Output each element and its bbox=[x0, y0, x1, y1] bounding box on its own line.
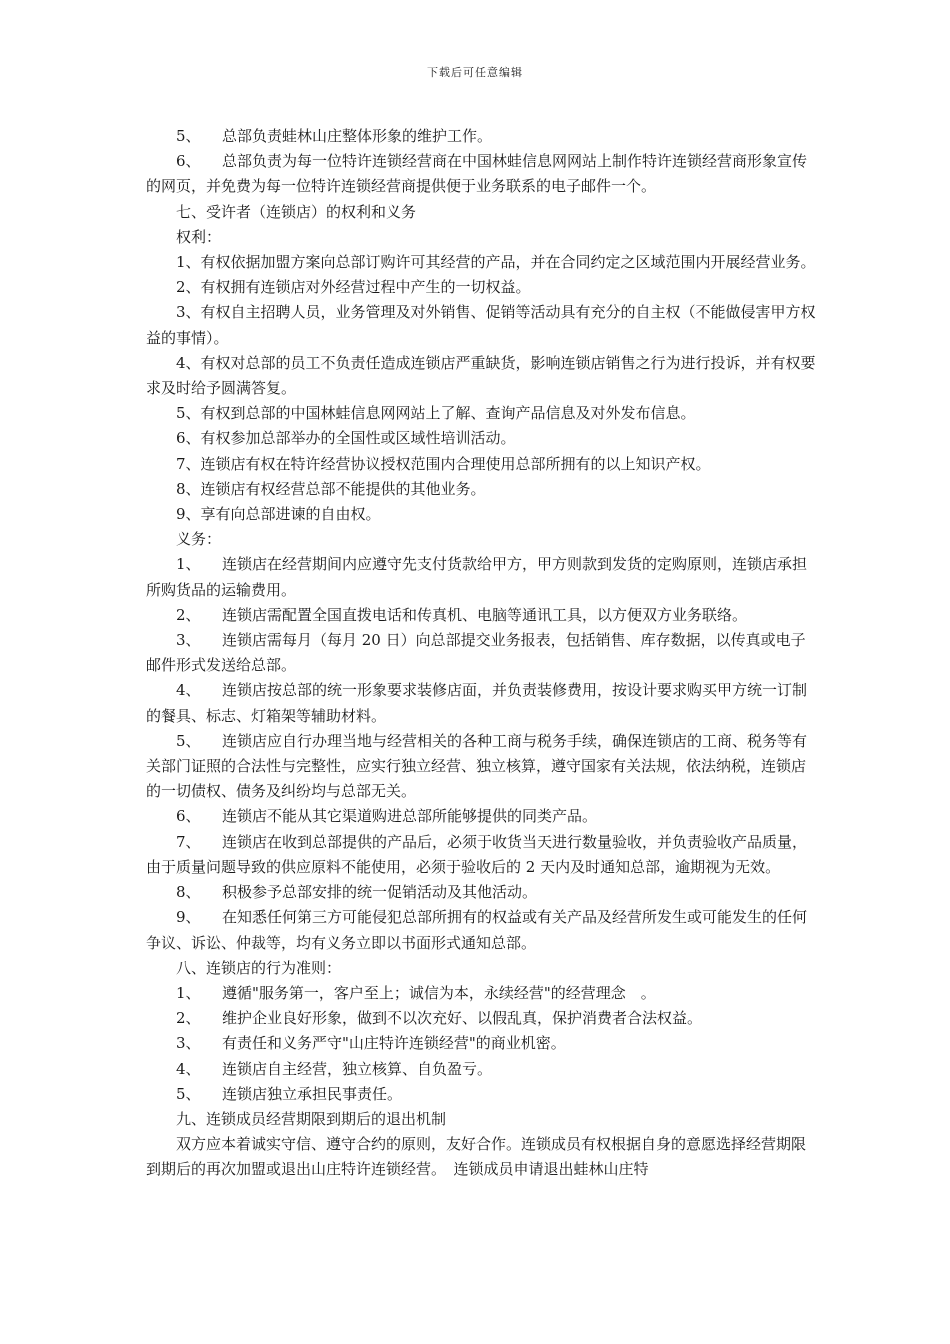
section-heading: 七、受许者（连锁店）的权利和义务 bbox=[176, 202, 417, 221]
paragraph: 8、连锁店有权经营总部不能提供的其他业务。 bbox=[176, 479, 486, 498]
paragraph: 1、 连锁店在经营期间内应遵守先支付货款给甲方，甲方则款到发货的定购原则，连锁店承担所购货品的运输费用。 bbox=[146, 555, 808, 599]
paragraph: 3、 连锁店需每月（每月 20 日）向总部提交业务报表，包括销售、库存数据，以传真或电子邮件形式发送给总部。 bbox=[146, 631, 806, 675]
paragraph: 2、 连锁店需配置全国直拨电话和传真机、电脑等通讯工具，以方便双方业务联络。 bbox=[176, 605, 748, 624]
paragraph: 2、有权拥有连锁店对外经营过程中产生的一切权益。 bbox=[176, 278, 531, 297]
paragraph: 1、 遵循"服务第一，客户至上；诚信为本，永续经营"的经营理念 。 bbox=[176, 983, 656, 1002]
page-header: 下载后可任意编辑 bbox=[427, 66, 523, 79]
paragraph: 9、 在知悉任何第三方可能侵犯总部所拥有的权益或有关产品及经营所发生或可能发生的任何争议、诉讼、仲裁等，均有义务立即以书面形式通知总部。 bbox=[146, 908, 808, 952]
paragraph: 5、 连锁店独立承担民事责任。 bbox=[176, 1084, 403, 1103]
paragraph: 7、 连锁店在收到总部提供的产品后，必须于收货当天进行数量验收，并负责验收产品质量，由于质量问题导致的供应原料不能使用，必须于验收后的 2 天内及时通知总部，逾期视为无效。 bbox=[146, 832, 808, 876]
paragraph: 6、 总部负责为每一位特许连锁经营商在中国林蛙信息网网站上制作特许连锁经营商形象宣传的网页，并免费为每一位特许连锁经营商提供便于业务联系的电子邮件一个。 bbox=[146, 152, 808, 196]
section-heading: 八、连锁店的行为准则： bbox=[176, 958, 342, 977]
paragraph: 9、享有向总部进谏的自由权。 bbox=[176, 505, 381, 524]
paragraph: 5、 总部负责蛙林山庄整体形象的维护工作。 bbox=[176, 127, 493, 145]
paragraph: 5、有权到总部的中国林蛙信息网网站上了解、查询产品信息及对外发布信息。 bbox=[176, 404, 696, 423]
paragraph: 4、有权对总部的员工不负责任造成连锁店严重缺货，影响连锁店销售之行为进行投诉，并有权要求及时给予圆满答复。 bbox=[146, 353, 816, 398]
subheading: 义务： bbox=[176, 530, 222, 549]
paragraph: 1、有权依据加盟方案向总部订购许可其经营的产品，并在合同约定之区域范围内开展经营业务。 bbox=[176, 253, 816, 272]
paragraph: 7、连锁店有权在特许经营协议授权范围内合理使用总部所拥有的以上知识产权。 bbox=[176, 454, 711, 473]
paragraph: 3、有权自主招聘人员，业务管理及对外销售、促销等活动具有充分的自主权（不能做侵害甲方权益的事情）。 bbox=[146, 303, 816, 347]
subheading: 权利： bbox=[176, 227, 222, 246]
paragraph: 2、 维护企业良好形象，做到不以次充好、以假乱真，保护消费者合法权益。 bbox=[176, 1009, 703, 1028]
paragraph: 5、 连锁店应自行办理当地与经营相关的各种工商与税务手续，确保连锁店的工商、税务等有关部门证照的合法性与完整性，应实行独立经营、独立核算，遵守国家有关法规，依法纳税，连锁店的一切债权、债务及纠纷均与总部无关。 bbox=[146, 731, 808, 801]
paragraph: 6、有权参加总部举办的全国性或区域性培训活动。 bbox=[176, 429, 516, 448]
paragraph: 8、 积极参予总部安排的统一促销活动及其他活动。 bbox=[176, 883, 538, 902]
paragraph: 4、 连锁店自主经营，独立核算、自负盈亏。 bbox=[176, 1059, 493, 1078]
paragraph: 6、 连锁店不能从其它渠道购进总部所能够提供的同类产品。 bbox=[176, 807, 598, 826]
section-heading: 九、连锁成员经营期限到期后的退出机制 bbox=[176, 1109, 447, 1128]
paragraph: 3、 有责任和义务严守"山庄特许连锁经营"的商业机密。 bbox=[176, 1034, 566, 1053]
paragraph: 双方应本着诚实守信、遵守合约的原则，友好合作。连锁成员有权根据自身的意愿选择经营期限到期后的再次加盟或退出山庄特许连锁经营。 连锁成员申请退出蛙林山庄特 bbox=[146, 1135, 807, 1179]
document-body bbox=[146, 124, 816, 1183]
paragraph: 4、 连锁店按总部的统一形象要求装修店面，并负责装修费用，按设计要求购买甲方统一订制的餐具、标志、灯箱架等辅助材料。 bbox=[146, 681, 808, 725]
